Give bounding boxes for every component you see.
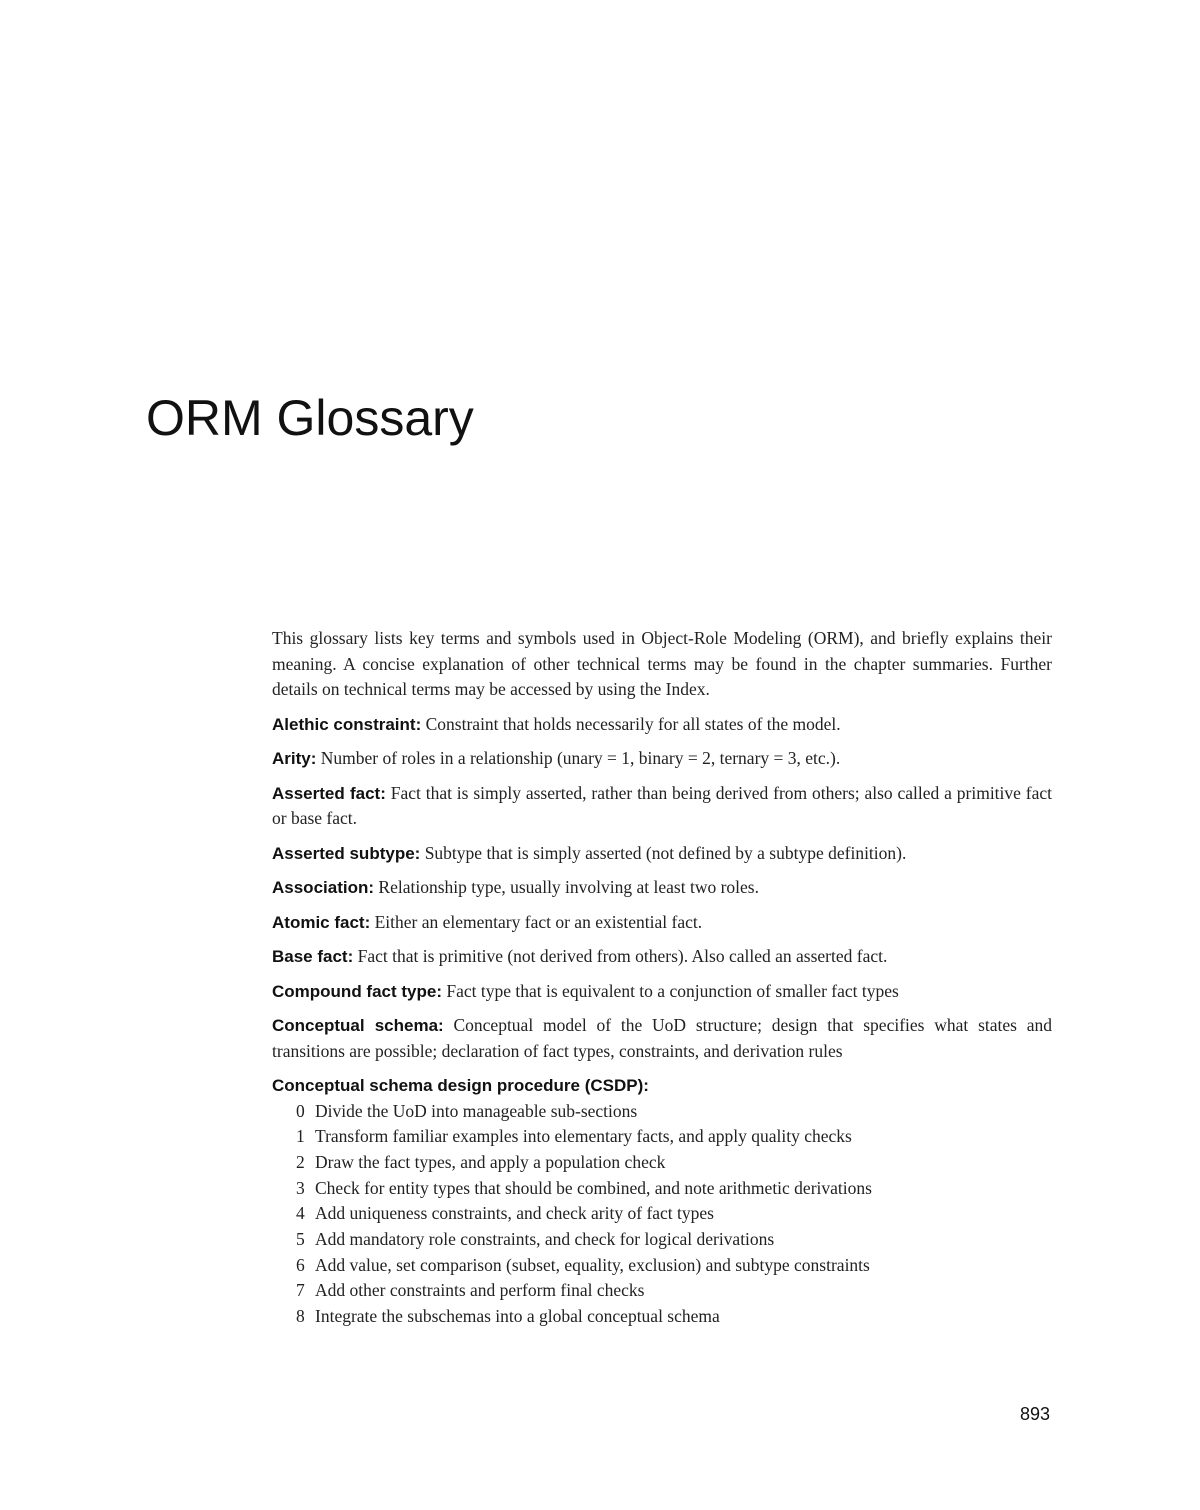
step-text: Divide the UoD into manageable sub-sections <box>315 1100 638 1121</box>
step-text: Transform familiar examples into elementary facts, and apply quality checks <box>315 1126 852 1147</box>
glossary-entry <box>272 944 1052 970</box>
step-text: Check for entity types that should be combined, and note arithmetic derivations <box>315 1177 872 1198</box>
step-number: 0 <box>296 1100 305 1121</box>
step-number: 4 <box>296 1203 305 1224</box>
csdp-step <box>296 1227 1052 1253</box>
glossary-definition: Constraint that holds necessarily for all states of the model. <box>425 713 841 734</box>
glossary-term: Base fact: <box>272 947 354 966</box>
csdp-step <box>296 1201 1052 1227</box>
glossary-definition: Relationship type, usually involving at least two roles. <box>378 877 759 897</box>
step-text: Draw the fact types, and apply a population check <box>315 1151 666 1172</box>
glossary-entry <box>272 841 1052 867</box>
glossary-entry <box>272 746 1052 772</box>
glossary-definition: Fact type that is equivalent to a conjunction of smaller fact types <box>446 980 899 1001</box>
glossary-term: Association: <box>272 878 375 897</box>
step-text: Add value, set comparison (subset, equality, exclusion) and subtype constraints <box>315 1254 870 1275</box>
step-text: Add mandatory role constraints, and check for logical derivations <box>315 1229 775 1250</box>
glossary-content <box>272 626 1052 1330</box>
csdp-step <box>296 1304 1052 1330</box>
csdp-step <box>296 1099 1052 1125</box>
step-number: 7 <box>296 1280 305 1301</box>
glossary-definition: Fact that is primitive (not derived from others). Also called an asserted fact. <box>357 946 888 966</box>
step-number: 2 <box>296 1151 305 1172</box>
step-text: Integrate the subschemas into a global conceptual schema <box>315 1306 720 1327</box>
page-number: 893 <box>1019 1404 1050 1424</box>
csdp-step <box>296 1278 1052 1304</box>
glossary-term: Compound fact type: <box>272 981 442 1001</box>
step-text: Add other constraints and perform final checks <box>315 1280 645 1301</box>
step-text: Add uniqueness constraints, and check arity of fact types <box>315 1203 714 1224</box>
glossary-entry <box>272 979 1052 1005</box>
csdp-step <box>296 1253 1052 1279</box>
glossary-entry-csdp <box>272 1073 1052 1330</box>
glossary-entry <box>272 781 1052 832</box>
glossary-definition: Subtype that is simply asserted (not defined by a subtype definition). <box>424 842 907 863</box>
glossary-definition: Number of roles in a relationship (unary = 1, binary = 2, ternary = 3, etc.). <box>320 748 841 768</box>
csdp-step <box>296 1150 1052 1176</box>
glossary-term: Conceptual schema: <box>272 1016 444 1035</box>
glossary-term: Alethic constraint: <box>272 714 422 734</box>
glossary-entry <box>272 712 1052 738</box>
glossary-definition: Either an elementary fact or an existential fact. <box>374 911 703 932</box>
glossary-term: Atomic fact: <box>272 912 371 932</box>
glossary-entry <box>272 875 1052 901</box>
glossary-term: Asserted subtype: <box>272 843 421 863</box>
step-number: 3 <box>296 1177 305 1198</box>
csdp-step-list <box>272 1099 1052 1330</box>
glossary-entry <box>272 1013 1052 1064</box>
chapter-title: ORM Glossary <box>146 390 474 446</box>
csdp-step <box>296 1124 1052 1150</box>
glossary-entry <box>272 910 1052 936</box>
glossary-definition: Conceptual model of the UoD structure; design that specifies what states and transitions are possible; declaration of fact types, constraints, and derivation rules <box>272 1015 1052 1061</box>
glossary-definition: Fact that is simply asserted, rather than being derived from others; also called a primitive fact or base fact. <box>272 782 1052 828</box>
csdp-step <box>296 1176 1052 1202</box>
glossary-term: Asserted fact: <box>272 783 386 803</box>
glossary-term: Arity: <box>272 749 317 768</box>
glossary-term: Conceptual schema design procedure (CSDP): <box>272 1076 649 1095</box>
step-number: 1 <box>296 1126 305 1147</box>
intro-paragraph: This glossary lists key terms and symbols used in Object-Role Modeling (ORM), and briefly explains their meaning. A concise explanation of other technical terms may be found in the chapter summaries. Further details on technical terms may be accessed by using the Index. <box>272 628 1052 699</box>
step-number: 5 <box>296 1229 305 1250</box>
step-number: 6 <box>296 1254 305 1275</box>
step-number: 8 <box>296 1306 305 1327</box>
